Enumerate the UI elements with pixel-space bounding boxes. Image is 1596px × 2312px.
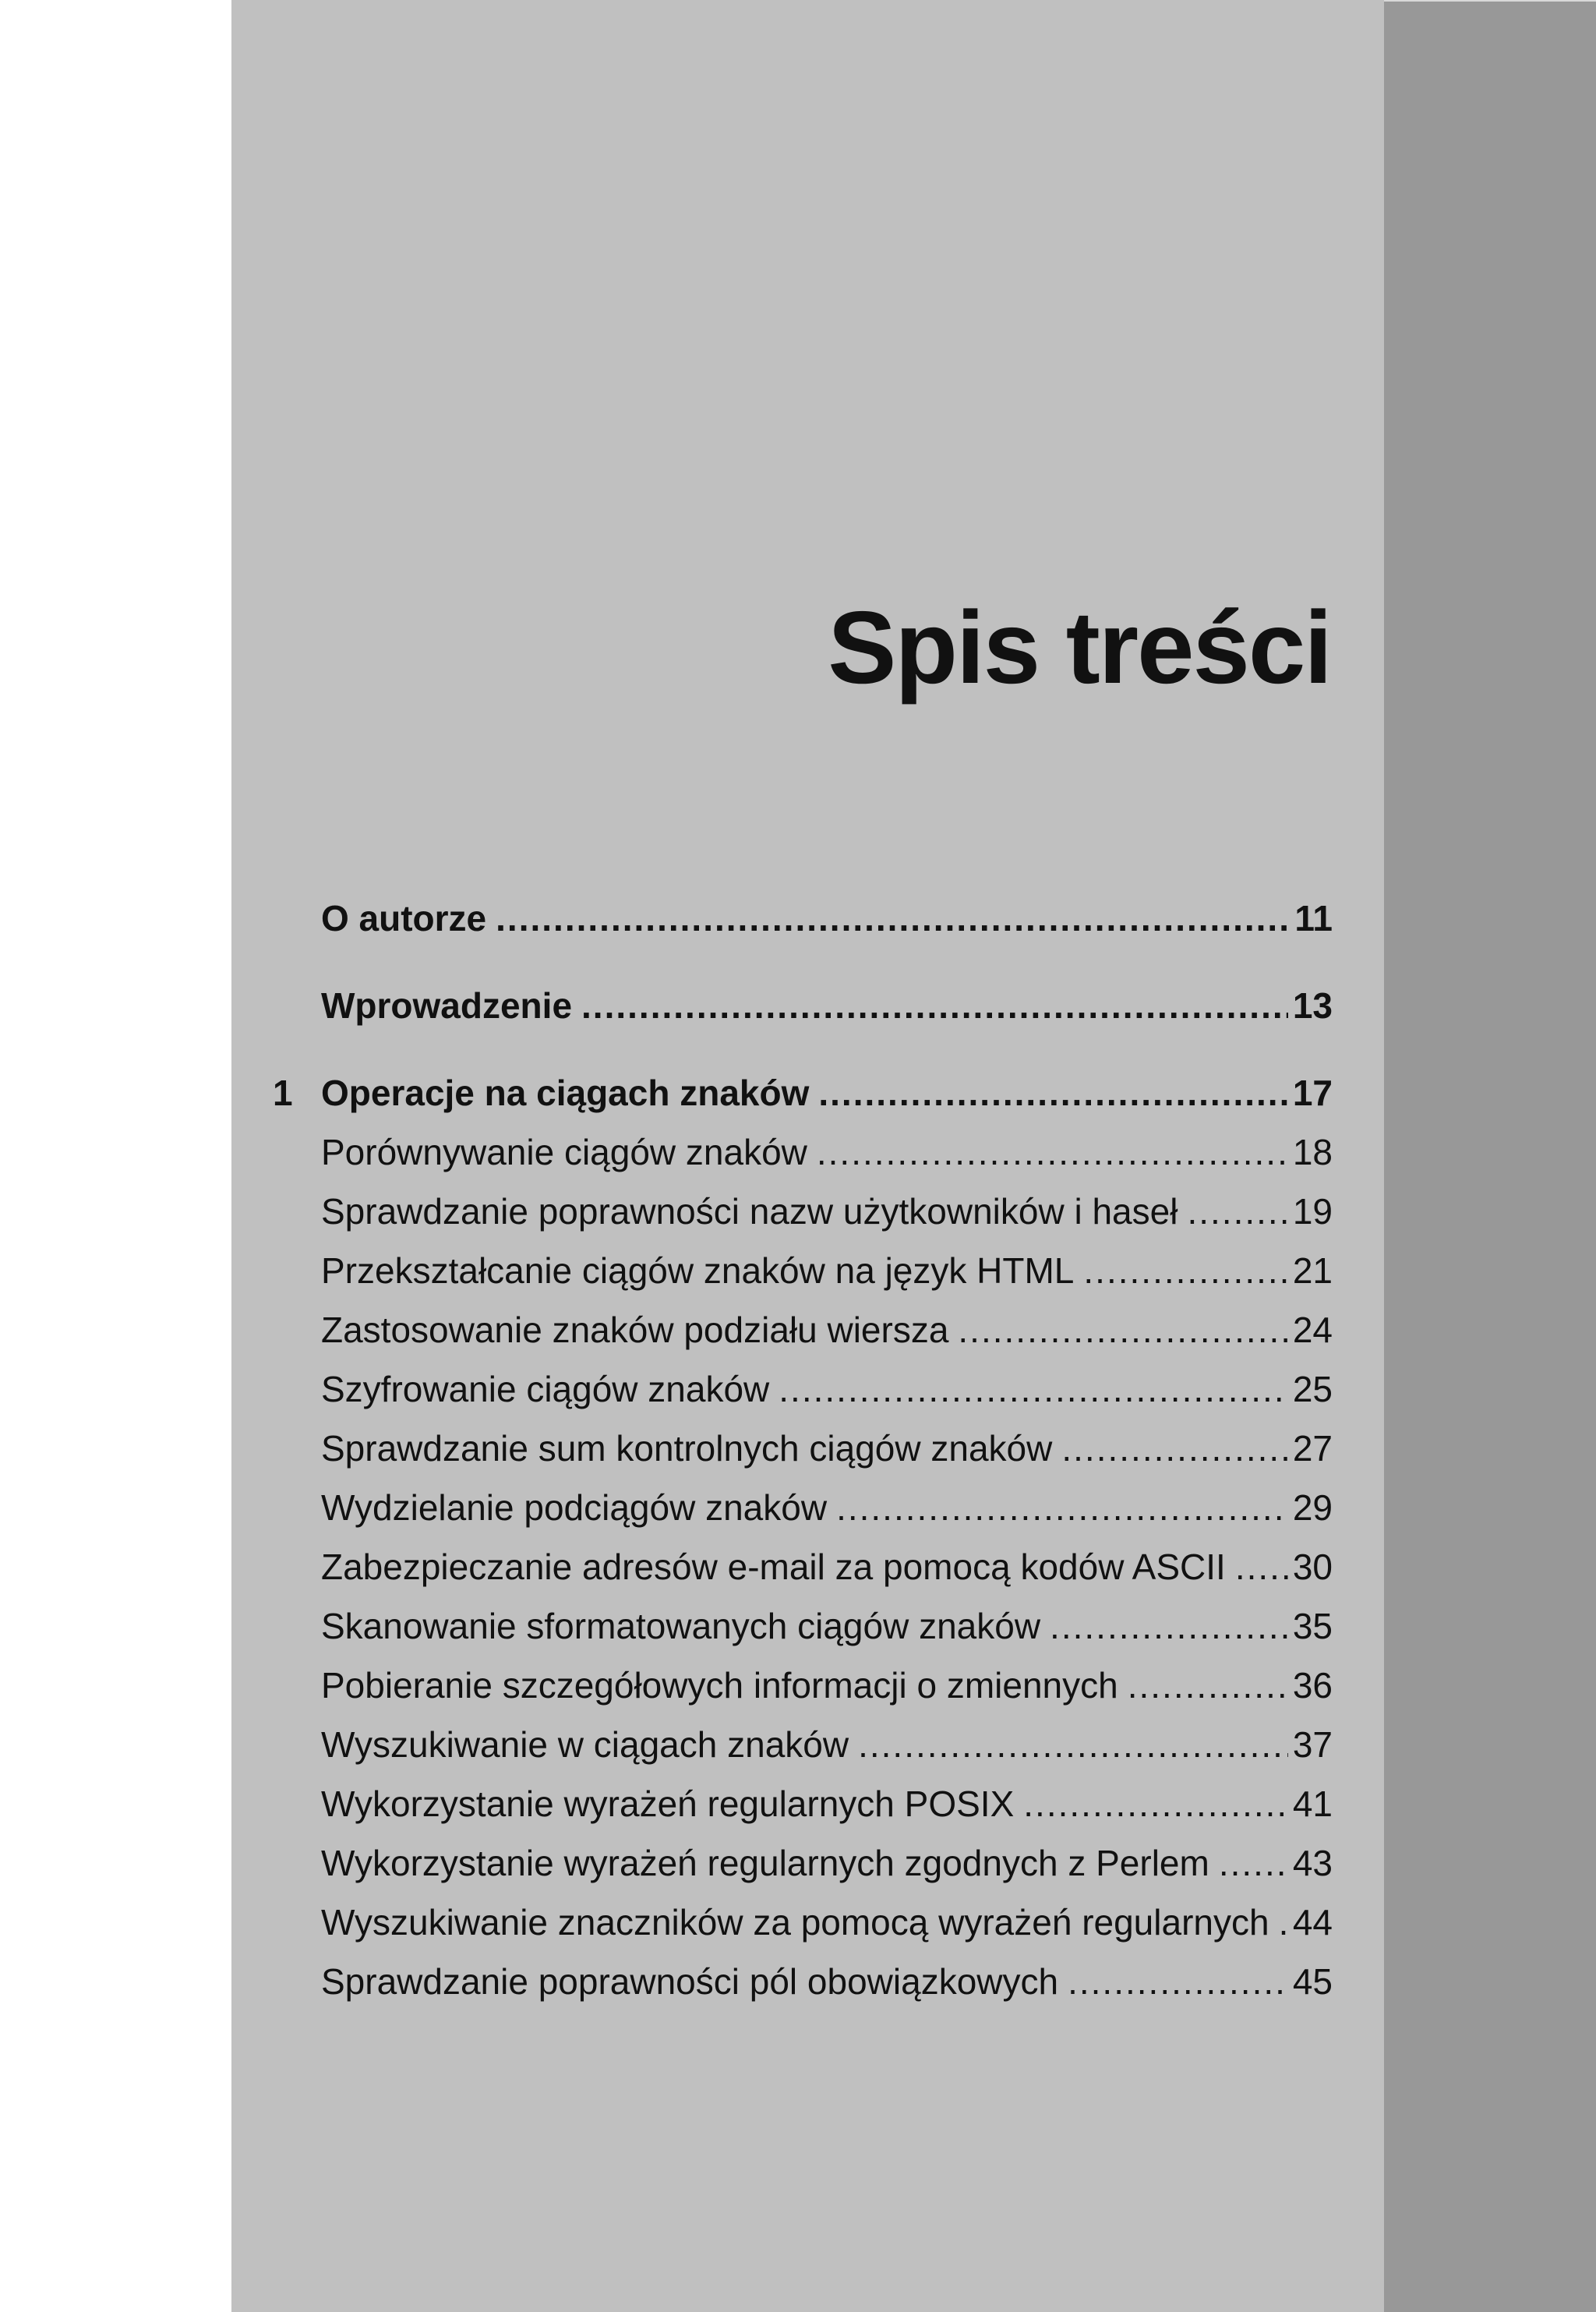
toc-page-number: 17 bbox=[1292, 1073, 1333, 1113]
toc-page-number: 24 bbox=[1292, 1310, 1333, 1350]
toc-section-entry[interactable] bbox=[273, 1484, 1333, 1543]
toc-entry-title: Wykorzystanie wyrażeń regularnych POSIX bbox=[321, 1783, 1015, 1824]
toc-dot-leader bbox=[1061, 1425, 1287, 1472]
toc-entry-title: Zabezpieczanie adresów e-mail za pomocą kodów ASCII bbox=[321, 1547, 1226, 1587]
toc-dot-leader bbox=[1279, 1899, 1288, 1946]
toc-entry-title: Pobieranie szczegółowych informacji o zmiennych bbox=[321, 1665, 1118, 1706]
toc-entry-title: Przekształcanie ciągów znaków na język HTML bbox=[321, 1250, 1075, 1291]
toc-dot-leader bbox=[779, 1366, 1288, 1412]
toc-dot-leader bbox=[1187, 1188, 1287, 1235]
toc-entry[interactable] bbox=[273, 982, 1333, 1069]
toc-page-number: 18 bbox=[1292, 1132, 1333, 1172]
toc-section-entry[interactable] bbox=[273, 1603, 1333, 1662]
toc-entry-title: Porównywanie ciągów znaków bbox=[321, 1132, 807, 1172]
toc-section-entry[interactable] bbox=[273, 1366, 1333, 1425]
toc-entry-title: Wyszukiwanie znaczników za pomocą wyrażeń regularnych bbox=[321, 1902, 1269, 1943]
toc-entry-title: Sprawdzanie sum kontrolnych ciągów znaków bbox=[321, 1428, 1053, 1469]
toc-section-entry[interactable] bbox=[273, 1306, 1333, 1366]
toc-entry-title: Wyszukiwanie w ciągach znaków bbox=[321, 1724, 849, 1765]
toc-dot-leader bbox=[1023, 1780, 1288, 1827]
toc-dot-leader bbox=[836, 1484, 1288, 1531]
toc-dot-leader bbox=[817, 1129, 1288, 1175]
toc-entry-title: Wydzielanie podciągów znaków bbox=[321, 1487, 828, 1528]
toc-section-entry[interactable] bbox=[273, 1721, 1333, 1780]
toc-page-number: 19 bbox=[1292, 1191, 1333, 1232]
toc-entry-number: 1 bbox=[273, 1073, 293, 1113]
toc-page-number: 21 bbox=[1292, 1250, 1333, 1291]
toc-page-number: 13 bbox=[1292, 985, 1333, 1026]
toc-chapter-entry[interactable] bbox=[273, 1069, 1333, 1129]
toc-section-entry[interactable] bbox=[273, 1188, 1333, 1247]
toc-entry-title: Skanowanie sformatowanych ciągów znaków bbox=[321, 1606, 1041, 1646]
toc-dot-leader bbox=[958, 1306, 1287, 1353]
toc-dot-leader bbox=[1083, 1247, 1287, 1294]
toc-page-number: 25 bbox=[1292, 1369, 1333, 1409]
toc-page-number: 35 bbox=[1292, 1606, 1333, 1646]
toc-section-entry[interactable] bbox=[273, 1425, 1333, 1484]
toc-dot-leader bbox=[1235, 1543, 1288, 1590]
toc-entry-title: O autorze bbox=[321, 898, 487, 939]
toc-entry-title: Wykorzystanie wyrażeń regularnych zgodnych z Perlem bbox=[321, 1843, 1209, 1883]
toc-dot-leader bbox=[1068, 1958, 1288, 2005]
toc-section-entry[interactable] bbox=[273, 1543, 1333, 1603]
toc-page-number: 30 bbox=[1292, 1547, 1333, 1587]
toc-section-entry[interactable] bbox=[273, 1958, 1333, 2017]
toc-entry-title: Wprowadzenie bbox=[321, 985, 573, 1026]
toc-section-entry[interactable] bbox=[273, 1662, 1333, 1721]
toc-entry[interactable] bbox=[273, 895, 1333, 982]
toc-dot-leader bbox=[818, 1069, 1287, 1116]
toc-dot-leader bbox=[858, 1721, 1288, 1768]
toc-dot-leader bbox=[581, 982, 1288, 1029]
toc-dot-leader bbox=[1050, 1603, 1288, 1649]
toc-entry-title: Zastosowanie znaków podziału wiersza bbox=[321, 1310, 949, 1350]
toc-page-number: 44 bbox=[1292, 1902, 1333, 1943]
right-gray-band bbox=[1384, 0, 1596, 2312]
toc-page-number: 43 bbox=[1292, 1843, 1333, 1883]
page-title: Spis treści bbox=[828, 590, 1331, 705]
table-of-contents bbox=[273, 895, 1333, 2017]
toc-entry-title: Sprawdzanie poprawności pól obowiązkowych bbox=[321, 1961, 1059, 2002]
toc-page-number: 27 bbox=[1292, 1428, 1333, 1469]
left-white-margin bbox=[0, 0, 231, 2312]
toc-page-number: 36 bbox=[1292, 1665, 1333, 1706]
toc-section-entry[interactable] bbox=[273, 1780, 1333, 1840]
toc-page-number: 41 bbox=[1292, 1783, 1333, 1824]
toc-section-entry[interactable] bbox=[273, 1840, 1333, 1899]
toc-entry-title: Szyfrowanie ciągów znaków bbox=[321, 1369, 770, 1409]
toc-page-number: 29 bbox=[1292, 1487, 1333, 1528]
toc-page-number: 37 bbox=[1292, 1724, 1333, 1765]
toc-page-number: 45 bbox=[1292, 1961, 1333, 2002]
toc-entry-title: Sprawdzanie poprawności nazw użytkowników i haseł bbox=[321, 1191, 1178, 1232]
toc-section-entry[interactable] bbox=[273, 1247, 1333, 1306]
toc-section-entry[interactable] bbox=[273, 1899, 1333, 1958]
toc-dot-leader bbox=[1128, 1662, 1288, 1709]
right-band-top-edge bbox=[1384, 0, 1596, 2]
toc-dot-leader bbox=[496, 895, 1289, 942]
toc-section-entry[interactable] bbox=[273, 1129, 1333, 1188]
toc-page-number: 11 bbox=[1294, 898, 1333, 939]
toc-dot-leader bbox=[1219, 1840, 1288, 1886]
toc-entry-title: Operacje na ciągach znaków bbox=[321, 1073, 810, 1113]
